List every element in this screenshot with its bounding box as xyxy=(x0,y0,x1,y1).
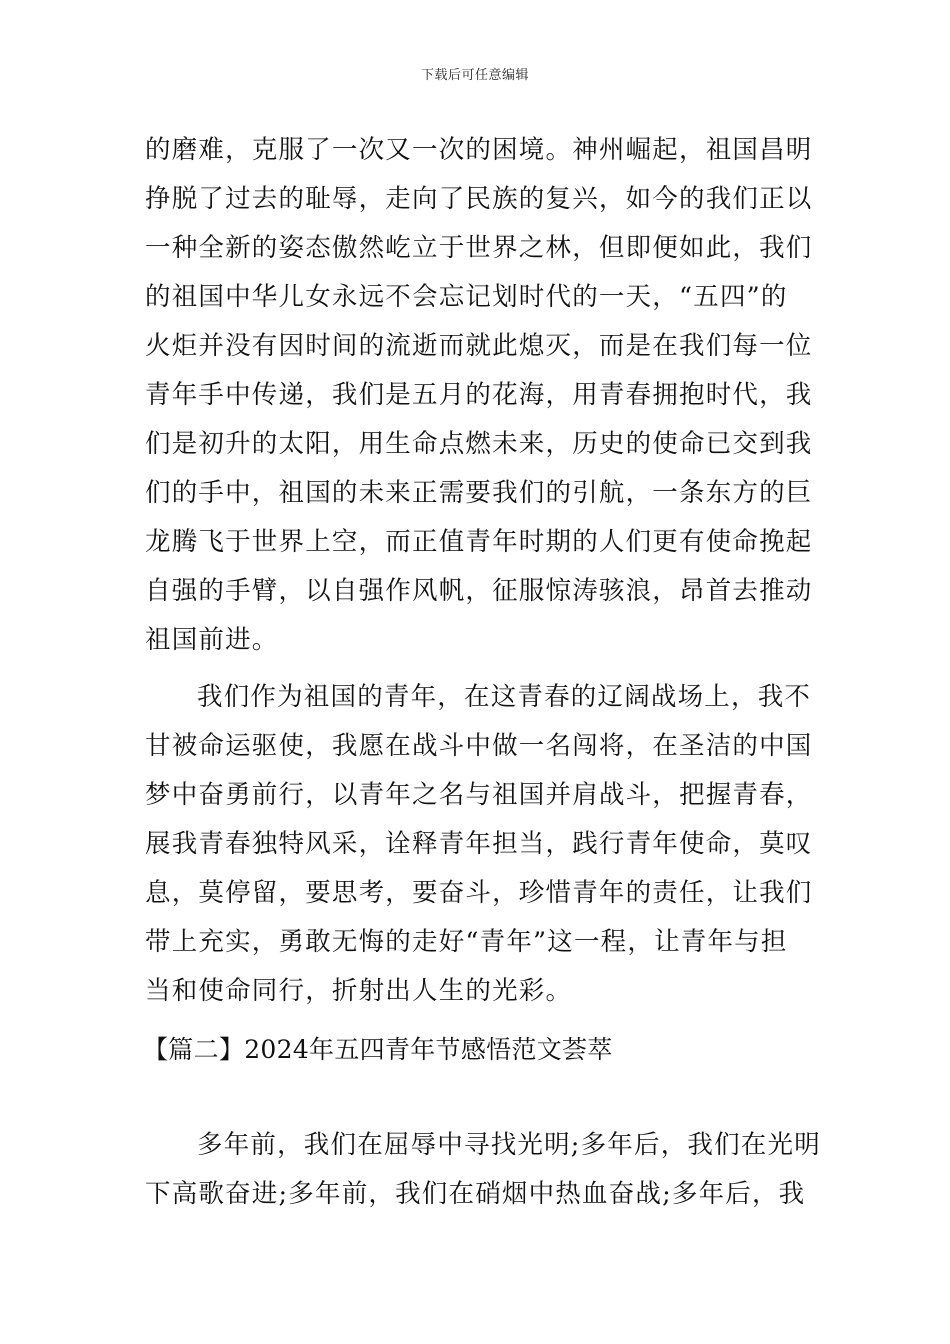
text-line: 带上充实，勇敢无悔的走好“青年”这一程，让青年与担 xyxy=(145,927,788,957)
text-line: 们是初升的太阳，用生命点燃未来，历史的使命已交到我 xyxy=(145,429,813,459)
paragraph-2 xyxy=(145,673,813,1016)
text-line: 我们作为祖国的青年，在这青春的辽阔战场上，我不 xyxy=(197,682,812,712)
paragraph-1 xyxy=(145,126,813,665)
text-line: 一种全新的姿态傲然屹立于世界之林，但即便如此，我们 xyxy=(145,233,813,263)
text-line: 展我青春独特风采，诠释青年担当，践行青年使命，莫叹 xyxy=(145,829,813,859)
text-line: 当和使命同行，折射出人生的光彩。 xyxy=(145,976,573,1006)
text-line: 火炬并没有因时间的流逝而就此熄灭，而是在我们每一位 xyxy=(145,331,813,361)
text-line: 青年手中传递，我们是五月的花海，用青春拥抱时代，我 xyxy=(145,380,813,410)
text-line: 们的手中，祖国的未来正需要我们的引航，一条东方的巨 xyxy=(145,478,813,508)
text-line: 祖国前进。 xyxy=(145,625,279,655)
section-heading: 【篇二】2024年五四青年节感悟范文荟萃 xyxy=(143,1035,613,1064)
text-line: 梦中奋勇前行，以青年之名与祖国并肩战斗，把握青春， xyxy=(145,780,813,810)
text-line: 的磨难，克服了一次又一次的困境。神州崛起，祖国昌明 xyxy=(145,135,813,165)
text-line: 挣脱了过去的耻辱，走向了民族的复兴，如今的我们正以 xyxy=(145,184,813,214)
text-line: 下高歌奋进;多年前，我们在硝烟中热血奋战;多年后，我 xyxy=(145,1179,806,1209)
paragraph-3 xyxy=(145,1121,821,1219)
text-line: 的祖国中华儿女永远不会忘记划时代的一天，“五四”的 xyxy=(145,282,788,312)
text-line: 自强的手臂，以自强作风帆，征服惊涛骇浪，昂首去推动 xyxy=(145,576,813,606)
text-line: 多年前，我们在屈辱中寻找光明;多年后，我们在光明 xyxy=(197,1130,821,1160)
text-line: 甘被命运驱使，我愿在战斗中做一名闯将，在圣洁的中国 xyxy=(145,731,813,761)
text-line: 龙腾飞于世界上空，而正值青年时期的人们更有使命挽起 xyxy=(145,527,813,557)
page-header-note: 下载后可任意编辑 xyxy=(420,68,529,83)
text-line: 息，莫停留，要思考，要奋斗，珍惜青年的责任，让我们 xyxy=(145,878,813,908)
